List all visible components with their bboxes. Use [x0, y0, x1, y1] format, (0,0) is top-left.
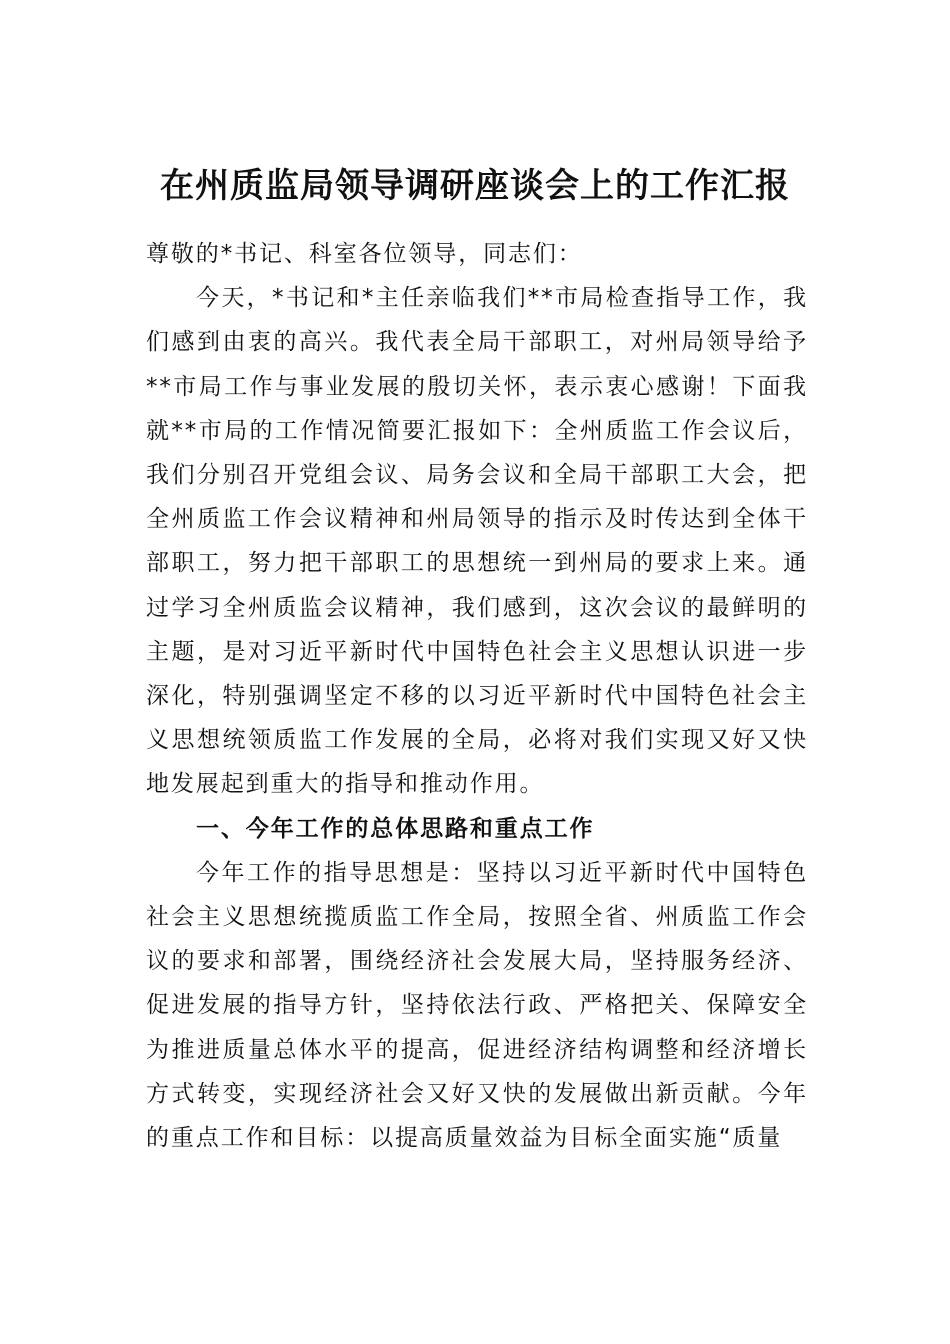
body-paragraph-intro: 今天，*书记和*主任亲临我们**市局检查指导工作，我们感到由衷的高兴。我代表全局干部职工，对州局领导给予**市局工作与事业发展的殷切关怀，表示衷心感谢！下面我就**市局的工作情况简要汇报如下：全州质监工作会议后，我们分别召开党组会议、局务会议和全局干部职工大会，把全州质监工作会议精神和州局领导的指示及时传达到全体干部职工，努力把干部职工的思想统一到州局的要求上来。通过学习全州质监会议精神，我们感到，这次会议的最鲜明的主题，是对习近平新时代中国特色社会主义思想认识进一步深化，特别强调坚定不移的以习近平新时代中国特色社会主义思想统领质监工作发展的全局，必将对我们实现又好又快地发展起到重大的指导和推动作用。	[146, 285, 808, 798]
section-heading: 一、今年工作的总体思路和重点工作	[196, 815, 595, 842]
document-title: 在州质监局领导调研座谈会上的工作汇报	[160, 166, 790, 206]
body-paragraph-section-one: 今年工作的指导思想是：坚持以习近平新时代中国特色社会主义思想统揽质监工作全局，按照全省、州质监工作会议的要求和部署，围绕经济社会发展大局，坚持服务经济、促进发展的指导方针，坚持依法行政、严格把关、保障安全为推进质量总体水平的提高，促进经济结构调整和经济增长方式转变，实现经济社会又好又快的发展做出新贡献。今年的重点工作和目标：以提高质量效益为目标全面实施“质量	[146, 859, 808, 1152]
document-body	[146, 232, 808, 1160]
salutation: 尊敬的*书记、科室各位领导，同志们：	[146, 241, 583, 267]
